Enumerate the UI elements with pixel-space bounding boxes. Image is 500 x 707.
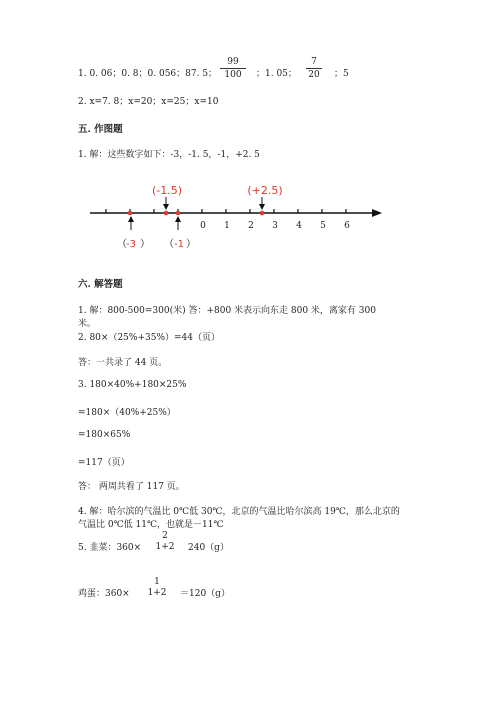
answer-4-2: 2. x=7. 8；x=20；x=25；x=10: [78, 97, 219, 107]
fraction-numerator: 7: [311, 57, 317, 67]
point-minus-1-5: [164, 211, 169, 216]
section-6-heading: 六. 解答题: [78, 279, 123, 290]
answer-6-2-conclusion: 答：一共录了 44 页。: [78, 358, 168, 368]
tick-label-1: 1: [224, 221, 230, 231]
fraction-1-over-1-plus-2: [142, 577, 172, 598]
tick-label-4: 4: [296, 221, 302, 231]
fraction-2-over-1-plus-2: [150, 531, 180, 552]
bracket-open-right: （: [164, 239, 174, 250]
fraction-numerator: 99: [227, 57, 239, 67]
arrow-up-right-icon: [175, 216, 181, 222]
bracket-close-left: ）: [140, 239, 150, 250]
answer-6-5-label: 5. 韭菜：360×: [78, 543, 142, 553]
answer-6-3-line4: =117（页）: [78, 458, 130, 468]
answer-6-1-line2: 米。: [78, 319, 97, 329]
tick-label-3: 3: [272, 221, 278, 231]
answer-5-1: 1. 解：这些数字如下：-3，-1. 5，-1，+2. 5: [78, 150, 260, 160]
answer-6-2: 2. 80×（25%+35%）=44（页）: [78, 333, 220, 343]
arrow-down-left-icon: [163, 204, 169, 210]
answer-6-4-line2: 气温比 0℃低 11℃，也就是－11℃: [78, 520, 224, 530]
answer-6-3-line1: 3. 180×40%+180×25%: [78, 380, 187, 390]
fraction-denominator: 20: [308, 70, 320, 80]
bracket-open-left: （: [117, 239, 127, 250]
label-plus-2-5: (+2.5): [247, 184, 283, 197]
arrow-down-right-icon: [259, 204, 265, 210]
answer-4-1-end: ；5: [334, 69, 349, 79]
tick-label-2: 2: [248, 221, 254, 231]
answer-4-1-mid: ；1. 05；: [256, 69, 297, 79]
label-minus-3: -3: [126, 239, 136, 250]
answer-6-5b-label: 鸡蛋：360×: [78, 589, 130, 599]
arrow-up-left-icon: [128, 216, 134, 222]
point-plus-2-5: [260, 211, 265, 216]
point-minus-3: [128, 211, 133, 216]
answer-6-1-line1: 1. 解：800-500=300(米) 答：+800 米表示向东走 800 米，离家有 300: [78, 306, 376, 316]
answer-6-4-line1: 4. 解：哈尔滨的气温比 0℃低 30℃，北京的气温比哈尔滨高 19℃，那么北京的: [78, 507, 400, 517]
answer-4-1-start: 1. 0. 06；0. 8；0. 056；87. 5；: [78, 69, 218, 79]
fraction-denominator: 1+2: [147, 588, 167, 598]
answer-6-5b-result: ＝120（g）: [180, 589, 230, 599]
label-minus-1: -1: [174, 239, 184, 250]
tick-label-0: 0: [200, 221, 206, 231]
answer-6-3-conclusion: 答： 两周共看了 117 页。: [78, 482, 185, 492]
answer-6-5-result: 240（g）: [188, 543, 229, 553]
answer-6-3-line3: =180×65%: [78, 430, 131, 440]
fraction-numerator: 1: [154, 577, 160, 587]
fraction-denominator: 1+2: [155, 542, 175, 552]
point-minus-1: [176, 211, 181, 216]
tick-label-5: 5: [320, 221, 326, 231]
number-line-arrowhead: [372, 209, 382, 217]
bracket-close-right: ）: [186, 239, 196, 250]
section-5-heading: 五. 作图题: [78, 124, 123, 135]
fraction-numerator: 2: [162, 531, 168, 541]
answer-6-3-line2: =180×（40%+25%）: [78, 408, 176, 418]
tick-label-6: 6: [344, 221, 350, 231]
fraction-denominator: 100: [224, 70, 242, 80]
label-minus-1-5: (-1.5): [151, 184, 183, 197]
